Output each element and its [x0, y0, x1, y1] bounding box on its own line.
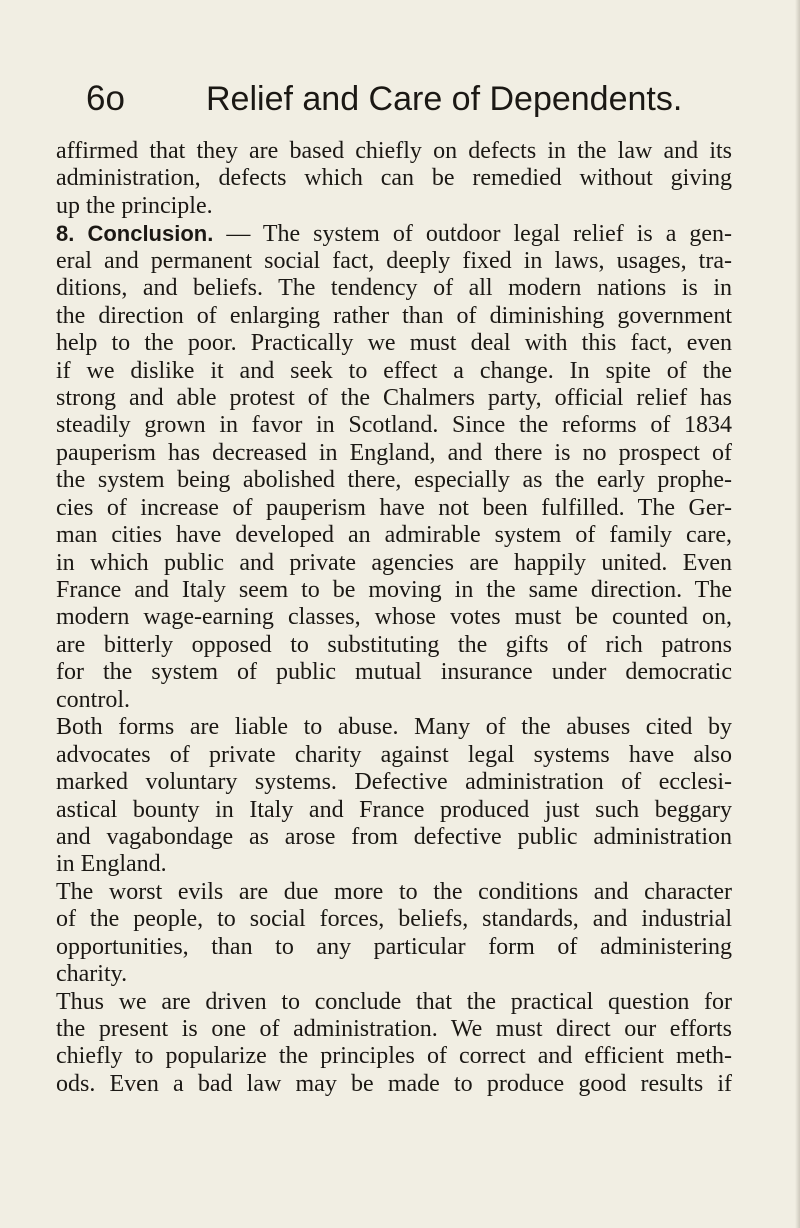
text-line: affirmed that they are based chiefly on defects in the law and its [56, 138, 732, 164]
page-number: 6o [86, 79, 125, 118]
page-header [62, 74, 742, 124]
text-line: in which public and private agencies are happily united. Even [56, 549, 732, 576]
text-line: astical bounty in Italy and France produced just such beggary [56, 796, 732, 823]
text-line: eral and permanent social fact, deeply fixed in laws, usages, tra- [56, 247, 732, 274]
text-line: opportunities, than to any particular form of administering [56, 933, 732, 960]
text-line: pauperism has decreased in England, and there is no prospect of [56, 439, 732, 466]
text-line: in England. [56, 851, 167, 878]
text-line: advocates of private charity against legal systems have also [56, 741, 732, 768]
text-line: if we dislike it and seek to effect a change. In spite of the [56, 357, 732, 384]
text-line: help to the poor. Practically we must deal with this fact, even [56, 330, 732, 357]
text-line: Both forms are liable to abuse. Many of the abuses cited by [56, 714, 732, 741]
text-line: up the principle. [56, 192, 213, 219]
text-line: charity. [56, 961, 128, 988]
section-heading-line [56, 220, 732, 247]
text-line: the direction of enlarging rather than of diminishing government [56, 302, 732, 329]
body-text [56, 138, 732, 1098]
text-line: strong and able protest of the Chalmers party, official relief has [56, 384, 732, 411]
text-line: — The system of outdoor legal relief is a gen- [213, 221, 732, 248]
text-line: modern wage-earning classes, whose votes must be counted on, [56, 604, 732, 631]
section-label: 8. Conclusion. [56, 221, 214, 247]
text-line: the present is one of administration. We must direct our efforts [56, 1016, 732, 1042]
text-line: of the people, to social forces, beliefs, standards, and industrial [56, 906, 732, 933]
text-line: administration, defects which can be remedied without giving [56, 165, 732, 192]
text-line: chiefly to popularize the principles of correct and efficient meth- [56, 1043, 732, 1070]
text-line: man cities have developed an admirable system of family care, [56, 522, 732, 549]
text-line: the system being abolished there, especially as the early prophe- [56, 467, 732, 494]
page-edge-shadow [795, 0, 800, 1228]
text-line: and vagabondage as arose from defective public administration [56, 823, 732, 850]
text-line: Thus we are driven to conclude that the practical question for [56, 988, 732, 1015]
text-line: control. [56, 686, 130, 713]
text-line: marked voluntary systems. Defective administration of ecclesi- [56, 769, 732, 796]
text-line: steadily grown in favor in Scotland. Since the reforms of 1834 [56, 412, 732, 439]
text-line: for the system of public mutual insurance under democratic [56, 659, 732, 686]
running-head: Relief and Care of Dependents. [206, 80, 683, 118]
text-line: cies of increase of pauperism have not been fulfilled. The Ger- [56, 494, 732, 521]
text-line: are bitterly opposed to substituting the gifts of rich patrons [56, 631, 732, 658]
text-line: France and Italy seem to be moving in the same direction. The [56, 577, 732, 603]
text-line: ods. Even a bad law may be made to produce good results if [56, 1070, 732, 1097]
text-line: ditions, and beliefs. The tendency of all modern nations is in [56, 275, 732, 302]
text-line: The worst evils are due more to the conditions and character [56, 878, 732, 905]
